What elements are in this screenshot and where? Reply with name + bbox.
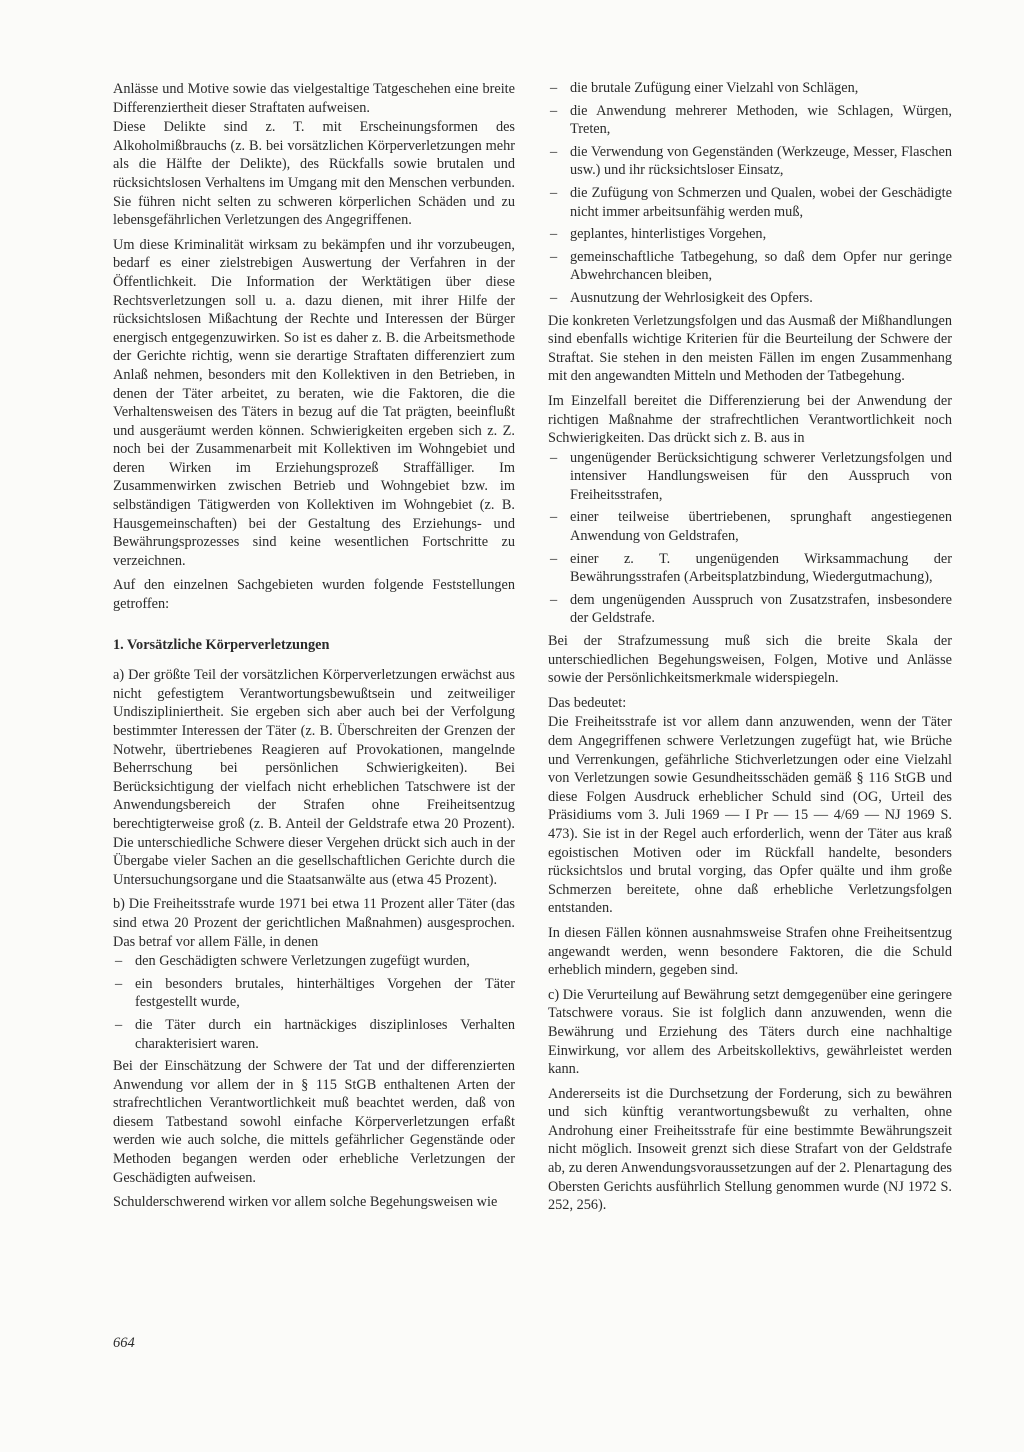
right-column: [548, 79, 952, 1221]
list-item: – ungenügender Berücksichtigung schwerer Verletzungsfolgen und intensiver Handlungsweisen für den Ausspruch von Freiheitsstrafen,: [548, 449, 952, 505]
paragraph: Schulderschwerend wirken vor allem solche Begehungsweisen wie: [113, 1194, 498, 1211]
dash-list: [548, 79, 952, 308]
paragraph: Die Freiheitsstrafe ist vor allem dann anzuwenden, wenn der Täter dem Angegriffenen schwere Verletzungen zugefügt hat, wie Brüche und Verrenkungen, gefährliche Stichverletzungen oder eine Vielzahl von Verletzungen sowie Gesundheitsschäden gemäß § 116 StGB und diese Folgen Ausdruck erheblicher Schuld sind (OG, Urteil des Präsidiums vom 3. Juli 1969 — I Pr — 15 — 4/69 — NJ 1969 S. 473). Sie ist in der Regel auch erforderlich, wenn der Täter aus kraß egoistischen Motiven oder im Rückfall handelte, besonders rücksichtslos und brutal vorging, das Opfer quälte und ihm große Schmerzen bereitete, ohne daß erhebliche Verletzungsfolgen entstanden.: [548, 714, 952, 917]
list-item: – die Anwendung mehrerer Methoden, wie Schlagen, Würgen, Treten,: [548, 102, 952, 139]
list-item: – einer teilweise übertriebenen, sprunghaft angestiegenen Anwendung von Geldstrafen,: [548, 508, 952, 545]
paragraph: Die konkreten Verletzungsfolgen und das Ausmaß der Mißhandlungen sind ebenfalls wichtige Kriterien für die Beurteilung der Schwere der Straftat. Sie stehen in den meisten Fällen im engen Zusammenhang mit den angewandten Mitteln und Methoden der Tatbegehung.: [548, 312, 952, 385]
list-item: – einer z. T. ungenügenden Wirksammachung der Bewährungsstrafen (Arbeitsplatzbindung, Wiedergutmachung),: [548, 550, 952, 587]
paragraph: Auf den einzelnen Sachgebieten wurden folgende Feststellungen getroffen:: [113, 577, 515, 613]
section-heading: 1. Vorsätzliche Körperverletzungen: [113, 636, 330, 653]
paragraph: a) Der größte Teil der vorsätzlichen Körperverletzungen erwächst aus nicht gefestigtem Verantwortungsbewußtsein und zeitweiliger Undiszipliniertheit. Sie ergeben sich aber auch bei der Verfolgung bestimmter Interessen der Täter (z. B. Überschreiten der Grenzen der Notwehr, übertriebenes Reagieren auf Provokationen, mangelnde Beherrschung bei persönlichen Schwierigkeiten). Bei Berücksichtigung der vielfach nicht erheblichen Tatschwere ist der Anwendungsbereich der Strafen ohne Freiheitsentzug berechtigterweise groß (z. B. Anteil der Geldstrafe etwa 20 Prozent). Die unterschiedliche Schwere dieser Vergehen drückt sich auch in der Übergabe vieler Sachen an die gesellschaftlichen Gerichte durch die Untersuchungsorgane und die Staatsanwälte aus (etwa 45 Prozent).: [113, 667, 515, 888]
dash-list: [548, 449, 952, 628]
list-item: – die Täter durch ein hartnäckiges disziplinloses Verhalten charakterisiert waren.: [113, 1016, 515, 1053]
paragraph: Im Einzelfall bereitet die Differenzierung bei der Anwendung der richtigen Maßnahme der strafrechtlichen Verantwortlichkeit noch Schwierigkeiten. Das drückt sich z. B. aus in: [548, 392, 952, 447]
page-number: 664: [113, 1335, 135, 1351]
paragraph: Diese Delikte sind z. T. mit Erscheinungsformen des Alkoholmißbrauchs (z. B. bei vorsätzlichen Körperverletzungen mehr als die Hälfte der Delikte), des Rückfalls sowie brutalen und rücksichtslosen Verhaltens im Umgang mit den Menschen verbunden. Sie führen nicht selten zu schweren körperlichen Schäden und zu lebensgefährlichen Verletzungen des Angegriffenen.: [113, 119, 515, 229]
paragraph: Um diese Kriminalität wirksam zu bekämpfen und ihr vorzubeugen, bedarf es einer zielstrebigen Auswertung der Verfahren in der Öffentlichkeit. Die Information der Werktätigen über diese Rechtsverletzungen soll u. a. dazu dienen, mit ihrer Hilfe der rücksichtslosen Mißachtung der Rechte und Interessen der Bürger energisch entgegenzuwirken. So ist es daher z. B. die Arbeitsmethode der Gerichte richtig, wenn sie derartige Straftaten differenziert zum Anlaß nehmen, besonders mit den Kollektiven in den Betrieben, in denen der Täter arbeitet, zu beraten, wie die Faktoren, die die Verhaltensweisen des Täters in bezug auf die Tat prägten, beeinflußt und ausgeräumt werden können. Schwierigkeiten ergeben sich z. Z. noch bei der Zusammenarbeit mit Kollektiven im Wohngebiet und deren Wirken im Erziehungsprozeß Straffälliger. Im Zusammenwirken zwischen Betrieb und Wohngebiet bzw. im selbständigen Tätigwerden von Kollektiven im Wohngebiet (z. B. Hausgemeinschaften) bei der Gestaltung des Erziehungs- und Bewährungsprozesses sind keine wesentlichen Fortschritte zu verzeichnen.: [113, 236, 515, 569]
list-item: – geplantes, hinterlistiges Vorgehen,: [548, 225, 952, 244]
paragraph: Bei der Einschätzung der Schwere der Tat und der differenzierten Anwendung vor allem der in § 115 StGB enthaltenen Arten der strafrechtlichen Verantwortlichkeit muß beachtet werden, daß von diesem Tatbestand sowohl einfache Körperverletzungen erfaßt werden wie auch solche, die mittels gefährlicher Gegenstände oder Methoden begangen werden oder erhebliche Verletzungen der Geschädigten aufweisen.: [113, 1058, 515, 1186]
paragraph: b) Die Freiheitsstrafe wurde 1971 bei etwa 11 Prozent aller Täter (das sind etwa 20 Prozent der gerichtlichen Maßnahmen) ausgesprochen. Das betraf vor allem Fälle, in denen: [113, 896, 515, 950]
paragraph: Bei der Strafzumessung muß sich die breite Skala der unterschiedlichen Begehungsweisen, Folgen, Motive und Anlässe sowie der Persönlichkeitsmerkmale widerspiegeln.: [548, 633, 952, 687]
list-item: – die Verwendung von Gegenständen (Werkzeuge, Messer, Flaschen usw.) und ihr rücksichtsloser Einsatz,: [548, 143, 952, 180]
list-item: – Ausnutzung der Wehrlosigkeit des Opfers.: [548, 289, 952, 308]
list-item: – dem ungenügenden Ausspruch von Zusatzstrafen, insbesondere der Geldstrafe.: [548, 591, 952, 628]
paragraph: Das bedeutet:: [548, 694, 627, 711]
list-item: – ein besonders brutales, hinterhältiges Vorgehen der Täter festgestellt wurde,: [113, 975, 515, 1012]
left-column: [113, 80, 515, 1218]
paragraph: Andererseits ist die Durchsetzung der Forderung, sich zu bewähren und sich künftig verantwortungsbewußt zu verhalten, ohne Androhung einer Freiheitsstrafe für eine bestimmte Bewährungszeit nicht möglich. Insoweit grenzt sich diese Strafart von der Geldstrafe ab, zu deren Anwendungsvoraussetzungen auf der 2. Plenartagung des Obersten Gerichts ausführlich Stellung genommen wurde (NJ 1972 S. 252, 256).: [548, 1085, 952, 1214]
list-item: – die brutale Zufügung einer Vielzahl von Schlägen,: [548, 79, 952, 98]
dash-list: [113, 952, 515, 1053]
paragraph: Anlässe und Motive sowie das vielgestaltige Tatgeschehen eine breite Differenziertheit dieser Straftaten aufweisen.: [113, 81, 515, 116]
list-item: – den Geschädigten schwere Verletzungen zugefügt wurden,: [113, 952, 515, 971]
paragraph: In diesen Fällen können ausnahmsweise Strafen ohne Freiheitsentzug angewandt werden, wenn besondere Faktoren, die die Schuld erheblich mindern, gegeben sind.: [548, 924, 952, 979]
paragraph: c) Die Verurteilung auf Bewährung setzt demgegenüber eine geringere Tatschwere voraus. Sie ist folglich dann anzuwenden, wenn die Bewährung und Erziehung des Täters durch eine nachhaltige Einwirkung, vor allem des Arbeitskollektivs, gewährleistet werden kann.: [548, 986, 952, 1078]
list-item: – die Zufügung von Schmerzen und Qualen, wobei der Geschädigte nicht immer arbeitsunfähig werden muß,: [548, 184, 952, 221]
list-item: – gemeinschaftliche Tatbegehung, so daß dem Opfer nur geringe Abwehrchancen bleiben,: [548, 248, 952, 285]
